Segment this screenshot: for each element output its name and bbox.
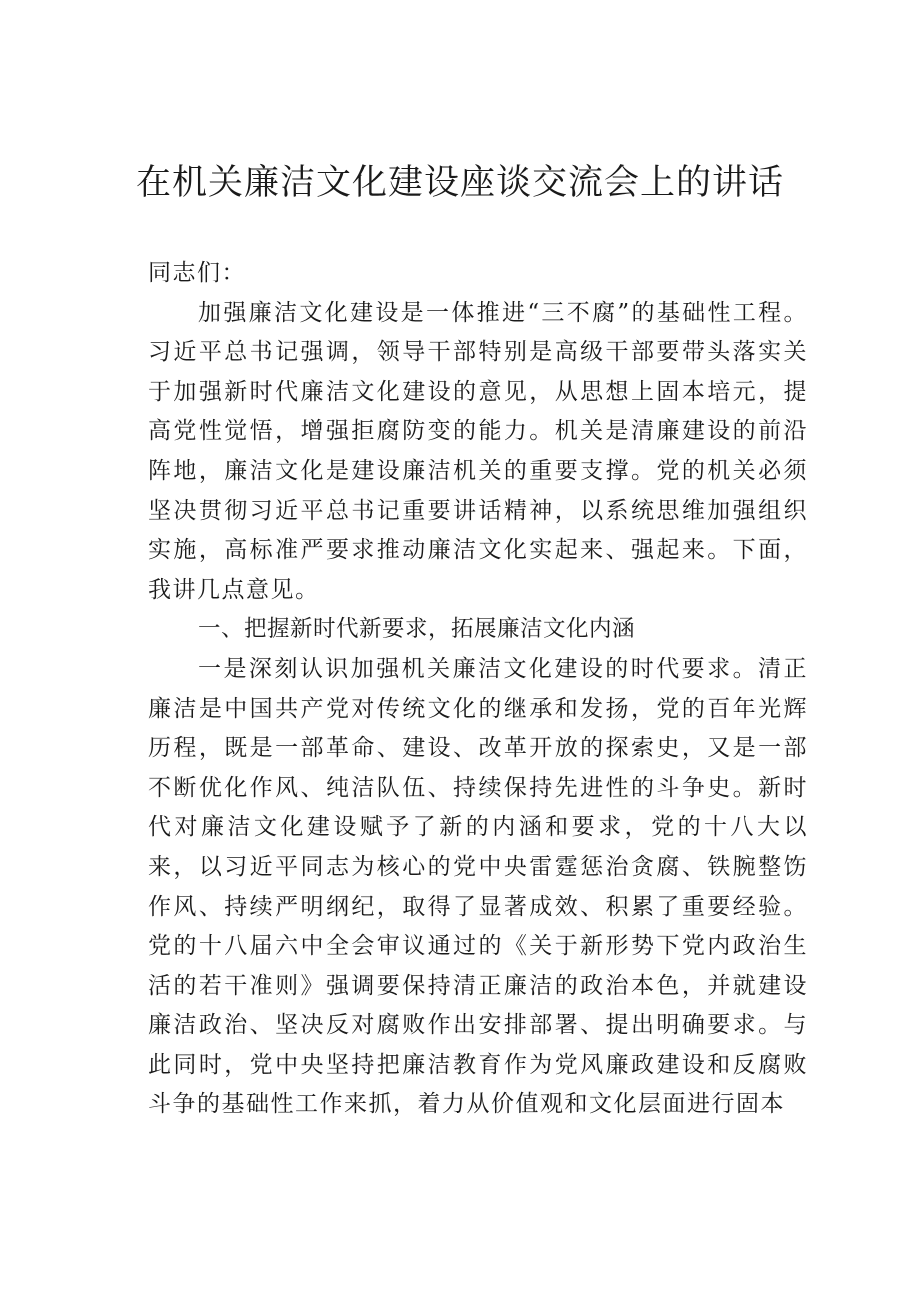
salutation: 同志们： [148, 260, 246, 286]
intro-paragraph: 加强廉洁文化建设是一体推进“三不腐”的基础性工程。习近平总书记强调，领导干部特别是高级干部要带头落实关于加强新时代廉洁文化建设的意见，从思想上固本培元，提高党性觉悟，增强拒腐防变的能力。机关是清廉建设的前沿阵地，廉洁文化是建设廉洁机关的重要支撑。党的机关必须坚决贯彻习近平总书记重要讲话精神，以系统思维加强组织实施，高标准严要求推动廉洁文化实起来、强起来。下面，我讲几点意见。 [148, 299, 808, 603]
document-body [148, 254, 808, 1125]
document-title: 在机关廉洁文化建设座谈交流会上的讲话 [135, 163, 784, 203]
section-heading: 一、把握新时代新要求，拓展廉洁文化内涵 [198, 616, 636, 643]
section-paragraph: 一是深刻认识加强机关廉洁文化建设的时代要求。清正廉洁是中国共产党对传统文化的继承和发扬，党的百年光辉历程，既是一部革命、建设、改革开放的探索史，又是一部不断优化作风、纯洁队伍、持续保持先进性的斗争史。新时代对廉洁文化建设赋予了新的内涵和要求，党的十八大以来，以习近平同志为核心的党中央雷霆惩治贪腐、铁腕整饬作风、持续严明纲纪，取得了显著成效、积累了重要经验。党的十八届六中全会审议通过的《关于新形势下党内政治生活的若干准则》强调要保持清正廉洁的政治本色，并就建设廉洁政治、坚决反对腐败作出安排部署、提出明确要求。与此同时，党中央坚持把廉洁教育作为党风廉政建设和反腐败斗争的基础性工作来抓，着力从价值观和文化层面进行固本 [148, 655, 808, 1118]
